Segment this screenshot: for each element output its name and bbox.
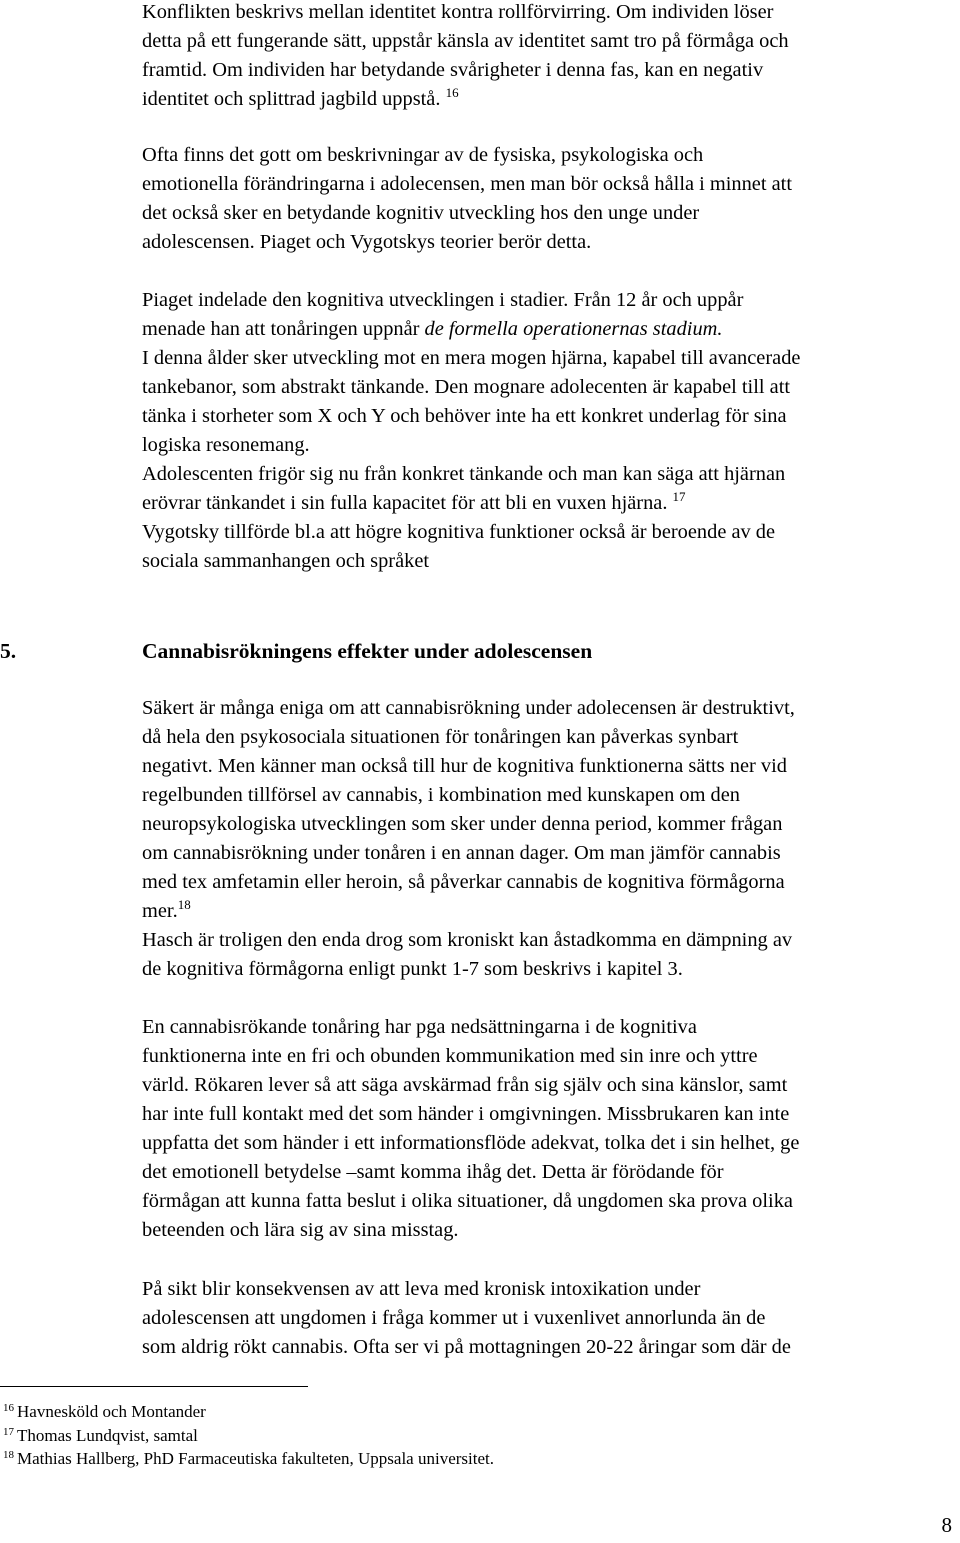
- text-line: Adolescenten frigör sig nu från konkret tänkande och man kan säga att hjärnan: [142, 463, 786, 485]
- italic-term: de formella operationernas stadium.: [424, 318, 723, 340]
- footnote-text: Mathias Hallberg, PhD Farmaceutiska fakulteten, Uppsala universitet.: [17, 1449, 494, 1468]
- text-line: emotionella förändringarna i adolecensen, men man bör också hålla i minnet att: [142, 173, 793, 195]
- footnote-ref-18: 18: [177, 897, 191, 912]
- paragraph-piaget-stages: [142, 286, 957, 576]
- text-line: värld. Rökaren lever så att säga avskärmad från sig själv och sina känslor, samt: [142, 1074, 788, 1096]
- text-line: tänka i storheter som X och Y och behöver inte ha ett konkret underlag för sina: [142, 405, 787, 427]
- footnote-ref-16: 16: [445, 85, 459, 100]
- text-line: regelbunden tillförsel av cannabis, i kombination med kunskapen om den: [142, 784, 740, 806]
- text-line: [142, 315, 957, 344]
- text-line: funktionerna inte en fri och obunden kommunikation med sin inre och yttre: [142, 1045, 758, 1067]
- text-line: då hela den psykosociala situationen för tonåringen kan påverkas synbart: [142, 726, 739, 748]
- text-line: logiska resonemang.: [142, 434, 310, 456]
- paragraph-cannabis-communication: [142, 1013, 957, 1245]
- text-line: En cannabisrökande tonåring har pga nedsättningarna i de kognitiva: [142, 1016, 697, 1038]
- section-number: 5.: [0, 639, 17, 663]
- text-line: uppfatta det som händer i ett informationsflöde adekvat, tolka det i sin helhet, ge: [142, 1132, 800, 1154]
- footnote-17: [3, 1424, 494, 1448]
- text-line: På sikt blir konsekvensen av att leva med kronisk intoxikation under: [142, 1278, 701, 1300]
- page-number: 8: [941, 1513, 952, 1537]
- text-line: Ofta finns det gott om beskrivningar av de fysiska, psykologiska och: [142, 144, 704, 166]
- text-line: Vygotsky tillförde bl.a att högre kognitiva funktioner också är beroende av de: [142, 521, 776, 543]
- text-line: beteenden och lära sig av sina misstag.: [142, 1219, 459, 1241]
- text-line: har inte full kontakt med det som händer i omgivningen. Missbrukaren kan inte: [142, 1103, 790, 1125]
- text-segment: mer.: [142, 900, 178, 922]
- footnote-ref-17: 17: [672, 489, 686, 504]
- footnote-text: Thomas Lundqvist, samtal: [17, 1425, 198, 1445]
- text-line: neuropsykologiska utvecklingen som sker under denna period, kommer frågan: [142, 813, 783, 835]
- text-line: det också sker en betydande kognitiv utveckling hos den unge under: [142, 202, 700, 224]
- text-line: I denna ålder sker utveckling mot en mera mogen hjärna, kapabel till avancerade: [142, 347, 801, 369]
- text-line: detta på ett fungerande sätt, uppstår känsla av identitet samt tro på förmåga och: [142, 30, 789, 52]
- text-line: Konflikten beskrivs mellan identitet kontra rollförvirring. Om individen löser: [142, 1, 774, 23]
- text-line: [142, 85, 957, 114]
- text-line: [142, 897, 957, 926]
- footnote-number: 16: [3, 1402, 14, 1414]
- footnote-18: [3, 1447, 494, 1471]
- text-line: tankebanor, som abstrakt tänkande. Den mognare adolecenten är kapabel till att: [142, 376, 791, 398]
- text-line: med tex amfetamin eller heroin, så påverkar cannabis de kognitiva förmågorna: [142, 871, 785, 893]
- text-segment: identitet och splittrad jagbild uppstå.: [142, 88, 441, 110]
- text-line: som aldrig rökt cannabis. Ofta ser vi på mottagningen 20-22 åringar som där de: [142, 1336, 791, 1358]
- footnote-divider: [0, 1386, 308, 1387]
- section-title: Cannabisrökningens effekter under adolescensen: [142, 639, 593, 663]
- footnote-text: Havnesköld och Montander: [17, 1402, 206, 1421]
- text-line: om cannabisrökning under tonåren i en annan dager. Om man jämför cannabis: [142, 842, 781, 864]
- text-segment: erövrar tänkandet i sin fulla kapacitet för att bli en vuxen hjärna.: [142, 492, 668, 514]
- text-line: adolescensen. Piaget och Vygotskys teorier berör detta.: [142, 231, 592, 253]
- text-segment: menade han att tonåringen uppnår: [142, 318, 425, 340]
- paragraph-cognitive-development: [142, 141, 957, 257]
- footnote-number: 17: [3, 1425, 14, 1438]
- text-line: Säkert är många eniga om att cannabisrökning under adolecensen är destruktivt,: [142, 697, 795, 719]
- text-line: Hasch är troligen den enda drog som kroniskt kan åstadkomma en dämpning av: [142, 929, 793, 951]
- text-line: de kognitiva förmågorna enligt punkt 1-7 som beskrivs i kapitel 3.: [142, 958, 683, 980]
- text-line: sociala sammanhangen och språket: [142, 550, 430, 572]
- text-line: [142, 489, 957, 518]
- footnote-number: 18: [3, 1449, 14, 1461]
- text-line: negativt. Men känner man också till hur de kognitiva funktionerna sätts ner vid: [142, 755, 787, 777]
- text-line: Piaget indelade den kognitiva utvecklingen i stadier. Från 12 år och uppår: [142, 289, 744, 311]
- text-line: framtid. Om individen har betydande svårigheter i denna fas, kan en negativ: [142, 59, 764, 81]
- text-line: adolescensen att ungdomen i fråga kommer ut i vuxenlivet annorlunda än de: [142, 1307, 766, 1329]
- paragraph-identity-conflict: [142, 0, 957, 114]
- text-line: förmågan att kunna fatta beslut i olika situationer, då ungdomen ska prova olika: [142, 1190, 793, 1212]
- paragraph-cannabis-destructive: [142, 694, 957, 984]
- footnotes: [3, 1400, 494, 1471]
- text-line: det emotionell betydelse –samt komma ihåg det. Detta är förödande för: [142, 1161, 724, 1183]
- footnote-16: [3, 1400, 494, 1424]
- paragraph-long-term-consequence: [142, 1275, 957, 1362]
